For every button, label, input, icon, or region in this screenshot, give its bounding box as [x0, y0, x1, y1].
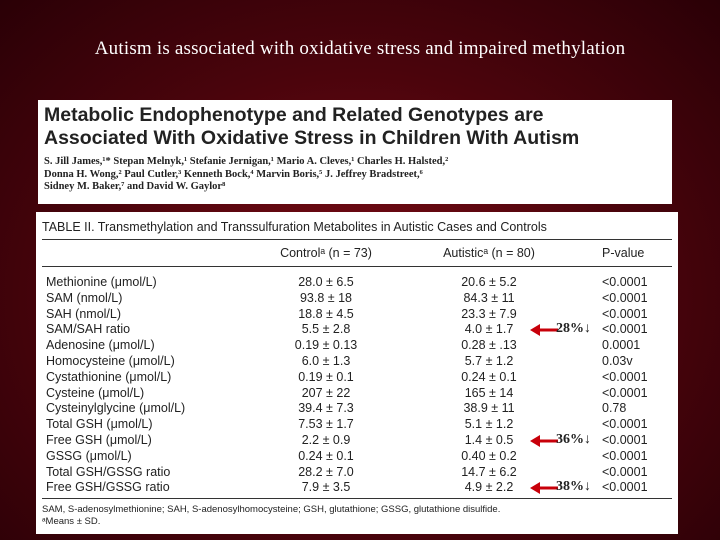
- header-autistic: Autisticᵃ (n = 80): [443, 246, 535, 260]
- table-row: [42, 417, 672, 433]
- autistic-value: 0.28 ± .13: [461, 338, 517, 353]
- autistic-value: 20.6 ± 5.2: [461, 275, 517, 289]
- control-value: 7.9 ± 3.5: [301, 480, 351, 495]
- control-value: 18.8 ± 4.5: [298, 306, 354, 321]
- autistic-value: 0.40 ± 0.2: [461, 448, 517, 463]
- table-body: [42, 275, 672, 496]
- metabolite-name: Cystathionine (μmol/L): [46, 369, 172, 384]
- table-row: [42, 291, 672, 307]
- p-value: 0.03v: [602, 353, 633, 368]
- metabolite-name: GSSG (μmol/L): [46, 448, 132, 463]
- control-value: 0.19 ± 0.13: [294, 338, 358, 353]
- metabolite-name: Adenosine (μmol/L): [46, 338, 155, 353]
- table-row: [42, 465, 672, 481]
- autistic-value: 4.9 ± 2.2: [464, 480, 514, 495]
- p-value: <0.0001: [602, 464, 648, 479]
- authors-line1: S. Jill James,¹* Stepan Melnyk,¹ Stefanie Jernigan,¹ Mario A. Cleves,¹ Charles H. Halsted,²: [44, 156, 449, 167]
- metabolite-name: Free GSH/GSSG ratio: [46, 480, 170, 495]
- p-value: <0.0001: [602, 290, 648, 305]
- metabolite-name: Homocysteine (μmol/L): [46, 353, 175, 368]
- table-title: TABLE II. Transmethylation and Transsulfuration Metabolites in Autistic Cases and Controls: [42, 218, 672, 240]
- table-row: [42, 449, 672, 465]
- p-value: <0.0001: [602, 417, 648, 432]
- paper-title-line1: Metabolic Endophenotype and Related Genotypes are: [44, 104, 544, 126]
- p-value: <0.0001: [602, 448, 648, 463]
- autistic-value: 165 ± 14: [464, 385, 514, 400]
- control-value: 0.19 ± 0.1: [298, 369, 354, 384]
- authors-line2: Donna H. Wong,² Paul Cutler,³ Kenneth Bock,⁴ Marvin Boris,⁵ J. Jeffrey Bradstreet,⁶: [44, 168, 423, 180]
- autistic-value: 14.7 ± 6.2: [461, 464, 517, 479]
- table-row: [42, 354, 672, 370]
- decrease-annotation: 38%↓: [556, 479, 591, 495]
- p-value: <0.0001: [602, 385, 648, 400]
- table-row: [42, 401, 672, 417]
- footnote-abbreviations: SAM, S-adenosylmethionine; SAH, S-adenosylhomocysteine; GSH, glutathione; GSSG, glutathione disulfide.: [42, 504, 501, 516]
- p-value: <0.0001: [602, 322, 648, 337]
- control-value: 207 ± 22: [301, 385, 351, 400]
- table-row: [42, 275, 672, 291]
- autistic-value: 84.3 ± 11: [463, 290, 515, 305]
- control-value: 7.53 ± 1.7: [298, 417, 354, 432]
- table-footnote: [42, 499, 672, 527]
- decrease-annotation: 28%↓: [556, 321, 591, 337]
- control-value: 6.0 ± 1.3: [301, 353, 351, 368]
- table-row: [42, 386, 672, 402]
- author-list: [44, 156, 666, 194]
- autistic-value: 1.4 ± 0.5: [464, 432, 514, 447]
- decrease-annotation: 36%↓: [556, 431, 591, 447]
- p-value: <0.0001: [602, 306, 648, 321]
- metabolite-name: SAM (nmol/L): [46, 290, 123, 305]
- autistic-value: 0.24 ± 0.1: [461, 369, 517, 384]
- slide-title: Autism is associated with oxidative stress and impaired methylation: [94, 38, 626, 59]
- metabolite-name: Cysteine (μmol/L): [46, 385, 145, 400]
- p-value: <0.0001: [602, 480, 648, 495]
- metabolite-name: Cysteinylglycine (μmol/L): [46, 401, 186, 416]
- control-value: 0.24 ± 0.1: [298, 448, 354, 463]
- table-row: [42, 338, 672, 354]
- autistic-value: 4.0 ± 1.7: [464, 322, 514, 337]
- control-value: 39.4 ± 7.3: [298, 401, 354, 416]
- metabolite-name: Free GSH (μmol/L): [46, 432, 152, 447]
- footnote-means: ᵃMeans ± SD.: [42, 515, 101, 527]
- control-value: 2.2 ± 0.9: [301, 432, 351, 447]
- header-pvalue: P-value: [602, 246, 645, 260]
- autistic-value: 5.1 ± 1.2: [464, 417, 514, 432]
- autistic-value: 38.9 ± 11: [463, 401, 515, 416]
- p-value: 0.78: [602, 401, 627, 416]
- p-value: 0.0001: [602, 338, 641, 353]
- metabolite-name: Total GSH (μmol/L): [46, 417, 153, 432]
- table-row: [42, 307, 672, 323]
- metabolite-name: SAM/SAH ratio: [46, 322, 131, 337]
- control-value: 28.0 ± 6.5: [298, 275, 354, 289]
- control-value: 93.8 ± 18: [299, 290, 353, 305]
- autistic-value: 5.7 ± 1.2: [464, 353, 514, 368]
- metabolite-name: Total GSH/GSSG ratio: [46, 464, 171, 479]
- paper-title-line2: Associated With Oxidative Stress in Children With Autism: [44, 127, 580, 149]
- header-control: Controlᵃ (n = 73): [280, 246, 372, 260]
- metabolite-name: Methionine (μmol/L): [46, 275, 157, 289]
- p-value: <0.0001: [602, 369, 648, 384]
- control-value: 28.2 ± 7.0: [298, 464, 354, 479]
- control-value: 5.5 ± 2.8: [301, 322, 351, 337]
- authors-line3: Sidney M. Baker,⁷ and David W. Gaylor⁸: [44, 181, 226, 192]
- autistic-value: 23.3 ± 7.9: [461, 306, 517, 321]
- table-header-row: [42, 240, 672, 267]
- p-value: <0.0001: [602, 432, 648, 447]
- paper-header: [38, 100, 672, 204]
- table-row: [42, 370, 672, 386]
- metabolite-name: SAH (nmol/L): [46, 306, 122, 321]
- p-value: <0.0001: [602, 275, 648, 289]
